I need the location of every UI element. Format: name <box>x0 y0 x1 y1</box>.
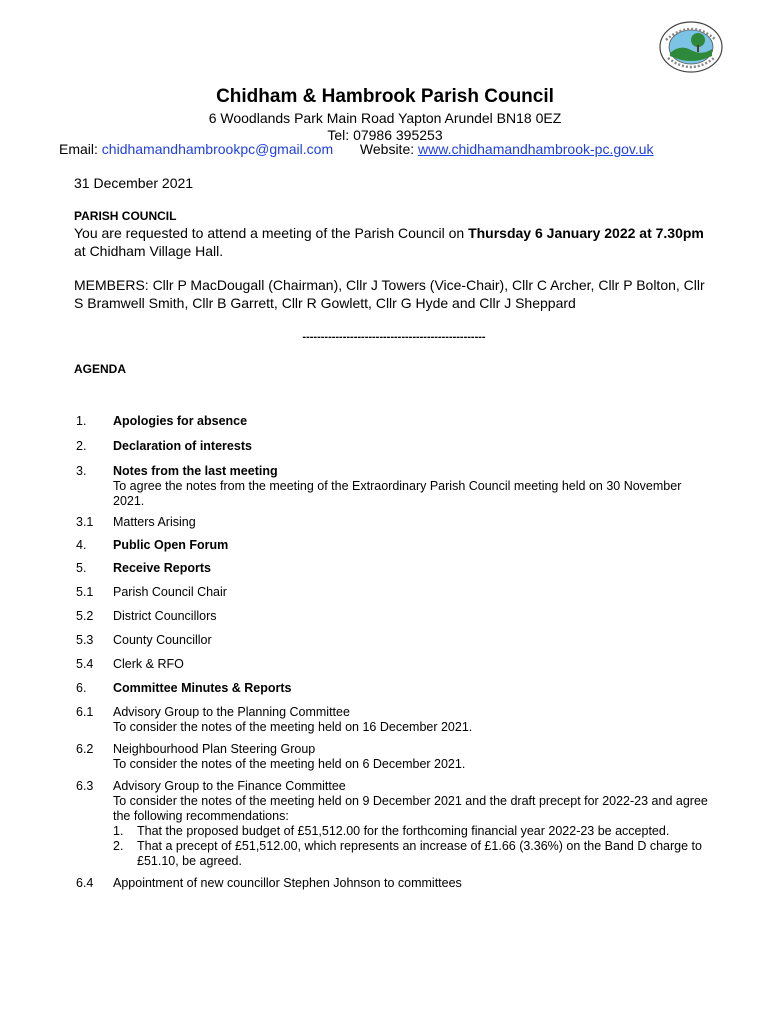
agenda-item-title: Parish Council Chair <box>113 585 227 599</box>
recommendation-text: That a precept of £51,512.00, which represents an increase of £1.66 (3.36%) on the Band D charge to £51.10, be agreed. <box>137 839 702 868</box>
agenda-item-body <box>113 609 716 624</box>
agenda-item <box>76 633 716 648</box>
agenda-item-number: 6. <box>76 681 87 695</box>
agenda-item-body <box>113 876 716 891</box>
council-telephone: Tel: 07986 395253 <box>327 127 443 143</box>
agenda-item-body <box>113 657 716 672</box>
agenda-heading: AGENDA <box>74 362 127 376</box>
recommendation-number: 2. <box>113 839 124 853</box>
agenda-item-detail: To consider the notes of the meeting held on 6 December 2021. <box>113 757 466 771</box>
agenda-item-number: 4. <box>76 538 87 552</box>
agenda-item-title: Apologies for absence <box>113 414 248 428</box>
intro-location: at Chidham Village Hall. <box>74 243 224 259</box>
agenda-item-title: Matters Arising <box>113 515 196 529</box>
recommendation-item <box>113 839 716 869</box>
agenda-item <box>76 515 716 530</box>
agenda-item-number: 5. <box>76 561 87 575</box>
agenda-item-body <box>113 705 716 735</box>
agenda-item-body <box>113 414 716 429</box>
contact-line <box>59 141 654 158</box>
agenda-item-number: 6.1 <box>76 705 94 719</box>
recommendation-number: 1. <box>113 824 124 838</box>
agenda-item-body <box>113 742 716 772</box>
agenda-item-number: 5.1 <box>76 585 94 599</box>
agenda-item-number: 5.4 <box>76 657 94 671</box>
divider-line: -------------------------------------------------- <box>302 331 486 343</box>
agenda-item-body <box>113 681 716 696</box>
agenda-item-body <box>113 464 716 509</box>
recommendation-item <box>113 824 716 839</box>
letterhead <box>0 84 770 144</box>
agenda-item <box>76 585 716 600</box>
agenda-item-body <box>113 439 716 454</box>
agenda-item-number: 3.1 <box>76 515 94 529</box>
agenda-item <box>76 561 716 576</box>
agenda-item-detail: To consider the notes of the meeting held on 16 December 2021. <box>113 720 473 734</box>
agenda-item-number: 1. <box>76 414 87 428</box>
council-name: Chidham & Hambrook Parish Council <box>216 86 554 107</box>
agenda-item-body <box>113 779 716 869</box>
letter-date: 31 December 2021 <box>74 175 194 191</box>
agenda-item-title: Public Open Forum <box>113 538 229 552</box>
meeting-datetime: Thursday 6 January 2022 at 7.30pm <box>468 225 704 241</box>
agenda-item <box>76 705 716 735</box>
agenda-item <box>76 681 716 696</box>
agenda-item-number: 5.2 <box>76 609 94 623</box>
agenda-item-number: 2. <box>76 439 87 453</box>
agenda-item-title: Advisory Group to the Planning Committee <box>113 705 350 719</box>
agenda-item-title: Advisory Group to the Finance Committee <box>113 779 346 793</box>
agenda-item-body <box>113 515 716 530</box>
section-heading: PARISH COUNCIL <box>74 209 177 223</box>
email-label: Email: <box>59 141 98 157</box>
agenda-item <box>76 414 716 429</box>
website-label: Website: <box>359 141 415 157</box>
agenda-item-number: 3. <box>76 464 87 478</box>
agenda-item-title: Notes from the last meeting <box>113 464 278 478</box>
agenda-item-detail: To consider the notes of the meeting held on 9 December 2021 and the draft precept for 2022-23 and agree the following recommendations: <box>113 794 708 823</box>
parish-council-logo <box>658 20 724 74</box>
recommendation-text: That the proposed budget of £51,512.00 for the forthcoming financial year 2022-23 be accepted. <box>137 824 670 838</box>
agenda-item-number: 5.3 <box>76 633 94 647</box>
agenda-item <box>76 657 716 672</box>
email-link[interactable]: chidhamandhambrookpc@gmail.com <box>101 141 334 157</box>
agenda-item <box>76 439 716 454</box>
meeting-invitation <box>74 224 714 260</box>
agenda-item-detail: To agree the notes from the meeting of the Extraordinary Parish Council meeting held on 30 November 2021. <box>113 479 682 508</box>
agenda-item-number: 6.3 <box>76 779 94 793</box>
agenda-item <box>76 538 716 553</box>
agenda-item <box>76 876 716 891</box>
agenda-item-body <box>113 633 716 648</box>
agenda-item <box>76 742 716 772</box>
agenda-item-title: Appointment of new councillor Stephen Johnson to committees <box>113 876 462 890</box>
members-list: MEMBERS: Cllr P MacDougall (Chairman), Cllr J Towers (Vice-Chair), Cllr C Archer, Cllr P Bolton, Cllr S Bramwell Smith, Cllr B Garrett, Cllr R Gowlett, Cllr G Hyde and Cllr J Sheppard <box>74 277 705 311</box>
website-link[interactable]: www.chidhamandhambrook-pc.gov.uk <box>418 141 654 157</box>
agenda-item-title: Neighbourhood Plan Steering Group <box>113 742 316 756</box>
agenda-item-title: Receive Reports <box>113 561 211 575</box>
agenda-item <box>76 609 716 624</box>
agenda-list <box>76 406 716 891</box>
agenda-item <box>76 779 716 869</box>
agenda-item-number: 6.4 <box>76 876 94 890</box>
council-address: 6 Woodlands Park Main Road Yapton Arundel BN18 0EZ <box>208 110 562 126</box>
agenda-item-title: District Councillors <box>113 609 217 623</box>
agenda-item-number: 6.2 <box>76 742 94 756</box>
agenda-item-body <box>113 585 716 600</box>
agenda-item <box>76 464 716 509</box>
letter-body <box>74 175 714 377</box>
agenda-item-title: County Councillor <box>113 633 212 647</box>
agenda-item-title: Clerk & RFO <box>113 657 184 671</box>
agenda-item-body <box>113 561 716 576</box>
agenda-item-title: Committee Minutes & Reports <box>113 681 292 695</box>
agenda-item-body <box>113 538 716 553</box>
intro-text: You are requested to attend a meeting of the Parish Council on <box>74 225 469 241</box>
agenda-item-title: Declaration of interests <box>113 439 252 453</box>
